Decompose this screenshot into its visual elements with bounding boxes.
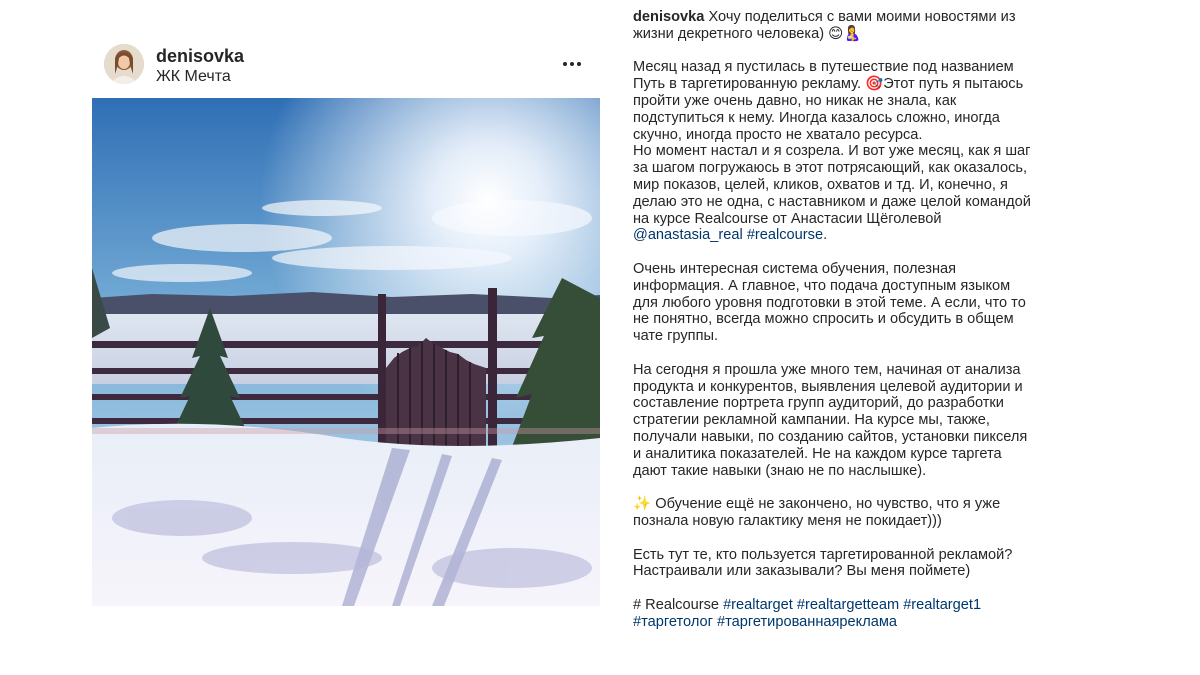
- caption-paragraph-4: На сегодня я прошла уже много тем, начиная от анализа продукта и конкурентов, выявления целевой аудитории и составление портрета групп аудиторий, до разработки стратегии рекламной кампании. На курсе мы, также, получали навыки, по созданию сайтов, установки пикселя и аналитика показателей. Не на каждом курсе таргета дают такие навыки (знаю не по наслышке).: [633, 361, 1028, 479]
- caption-paragraph-1: [633, 59, 1033, 143]
- more-options-button[interactable]: [560, 52, 584, 76]
- post-username[interactable]: denisovka: [156, 46, 245, 66]
- avatar-image: [104, 44, 144, 84]
- hashtag-link[interactable]: #realcourse: [746, 227, 824, 244]
- caption-paragraph-5: [633, 496, 1033, 530]
- caption-paragraph-2: [633, 143, 1033, 244]
- more-horizontal-icon: [560, 52, 584, 76]
- post-caption: [633, 9, 1033, 630]
- hashtag-link[interactable]: #realtargetteam: [796, 596, 900, 613]
- post-photo[interactable]: [92, 98, 600, 606]
- target-emoji-icon: 🎯: [865, 75, 884, 93]
- caption-paragraph-3: Очень интересная система обучения, полезная информация. А главное, что подача доступным языком для любого уровня подготовки в этой теме. А если, что то не понятно, всегда можно спросить и обсудить в общем чате группы.: [633, 260, 1026, 345]
- caption-p1-b: Этот путь я пытаюсь пройти уже очень давно, но никак не знала, как подступиться к нему. Иногда казалось сложно, иногда скучно, иногда просто не хватало ресурса.: [633, 76, 1024, 143]
- hashtag-link[interactable]: #таргетированнаяреклама: [717, 613, 897, 630]
- caption-username[interactable]: denisovka: [633, 9, 705, 25]
- caption-intro: [633, 9, 1033, 43]
- caption-intro-text: Хочу поделиться с вами моими новостями из жизни декретного человека): [633, 9, 1016, 42]
- post-header: [104, 44, 600, 88]
- hashtag-link[interactable]: #таргетолог: [633, 613, 713, 630]
- hashtag-link[interactable]: #realtarget1: [903, 596, 982, 613]
- avatar[interactable]: [104, 44, 144, 84]
- caption-hashtags: [633, 597, 1033, 631]
- winter-landscape-image: [92, 98, 600, 606]
- caption-p2-a: Но момент настал и я созрела. И вот уже месяц, как я шаг за шагом погружаюсь в этот потрясающий, как оказалось, мир показов, целей, кликов, охватов и тд. И, конечно, я делаю это не одна, с наставником и даже целой командой на курсе Realcourse от Анастасии Щёголевой: [633, 143, 1031, 227]
- sparkles-emoji-icon: ✨: [633, 495, 652, 513]
- caption-p1-a: Месяц назад я пустилась в путешествие под названием Путь в таргетированную рекламу.: [633, 59, 1014, 93]
- caption-p2-end: .: [823, 227, 828, 244]
- post-location[interactable]: ЖК Мечта: [156, 68, 231, 85]
- smile-baby-emoji-icon: 😊🤱: [828, 24, 862, 42]
- hashtag-link[interactable]: #realtarget: [723, 596, 793, 613]
- hashtags-prefix: # Realcourse: [633, 596, 719, 613]
- caption-paragraph-6: Есть тут те, кто пользуется таргетированной рекламой? Настраивали или заказывали? Вы меня поймете): [633, 546, 1013, 580]
- caption-p5-text: Обучение ещё не закончено, но чувство, что я уже познала новую галактику меня не покидает))): [633, 496, 1001, 529]
- mention-link[interactable]: @anastasia_real: [633, 227, 743, 244]
